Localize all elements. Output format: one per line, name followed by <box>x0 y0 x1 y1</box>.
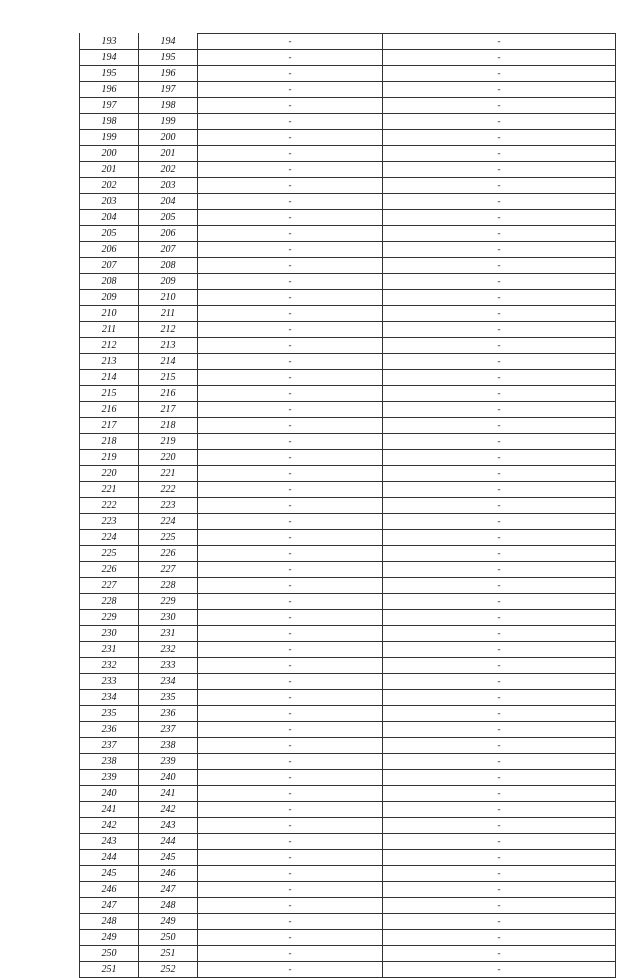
data-table <box>79 33 616 978</box>
table-row <box>80 354 616 370</box>
table-row <box>80 514 616 530</box>
cell-start: 234 <box>80 690 139 706</box>
cell-start: 213 <box>80 354 139 370</box>
cell-value-1: - <box>198 674 383 690</box>
cell-end: 250 <box>139 930 198 946</box>
cell-value-2: - <box>383 34 616 50</box>
cell-start: 239 <box>80 770 139 786</box>
cell-value-1: - <box>198 450 383 466</box>
cell-start: 208 <box>80 274 139 290</box>
cell-end: 218 <box>139 418 198 434</box>
cell-end: 201 <box>139 146 198 162</box>
cell-value-2: - <box>383 146 616 162</box>
cell-value-1: - <box>198 802 383 818</box>
cell-start: 228 <box>80 594 139 610</box>
cell-value-1: - <box>198 642 383 658</box>
cell-end: 207 <box>139 242 198 258</box>
cell-value-1: - <box>198 370 383 386</box>
cell-end: 219 <box>139 434 198 450</box>
cell-start: 216 <box>80 402 139 418</box>
cell-value-2: - <box>383 370 616 386</box>
cell-start: 227 <box>80 578 139 594</box>
cell-end: 233 <box>139 658 198 674</box>
cell-end: 230 <box>139 610 198 626</box>
cell-start: 226 <box>80 562 139 578</box>
cell-value-2: - <box>383 66 616 82</box>
cell-start: 207 <box>80 258 139 274</box>
cell-value-2: - <box>383 162 616 178</box>
cell-value-2: - <box>383 754 616 770</box>
cell-end: 196 <box>139 66 198 82</box>
cell-start: 194 <box>80 50 139 66</box>
cell-value-1: - <box>198 706 383 722</box>
cell-value-2: - <box>383 242 616 258</box>
cell-value-1: - <box>198 914 383 930</box>
cell-end: 234 <box>139 674 198 690</box>
cell-start: 220 <box>80 466 139 482</box>
cell-start: 241 <box>80 802 139 818</box>
cell-end: 209 <box>139 274 198 290</box>
table-row <box>80 386 616 402</box>
table-row <box>80 914 616 930</box>
cell-value-2: - <box>383 802 616 818</box>
cell-value-2: - <box>383 866 616 882</box>
table-row <box>80 34 616 50</box>
cell-end: 210 <box>139 290 198 306</box>
cell-value-2: - <box>383 594 616 610</box>
table-row <box>80 466 616 482</box>
table-row <box>80 834 616 850</box>
cell-start: 206 <box>80 242 139 258</box>
cell-start: 235 <box>80 706 139 722</box>
table-row <box>80 450 616 466</box>
table-row <box>80 882 616 898</box>
cell-end: 222 <box>139 482 198 498</box>
cell-start: 197 <box>80 98 139 114</box>
cell-value-2: - <box>383 498 616 514</box>
cell-start: 199 <box>80 130 139 146</box>
cell-value-1: - <box>198 226 383 242</box>
table-row <box>80 418 616 434</box>
cell-value-2: - <box>383 850 616 866</box>
cell-end: 211 <box>139 306 198 322</box>
cell-start: 230 <box>80 626 139 642</box>
table-row <box>80 962 616 978</box>
cell-value-1: - <box>198 898 383 914</box>
cell-start: 247 <box>80 898 139 914</box>
cell-start: 201 <box>80 162 139 178</box>
cell-start: 248 <box>80 914 139 930</box>
cell-end: 217 <box>139 402 198 418</box>
cell-start: 250 <box>80 946 139 962</box>
table-row <box>80 802 616 818</box>
cell-start: 242 <box>80 818 139 834</box>
cell-value-2: - <box>383 930 616 946</box>
cell-value-2: - <box>383 818 616 834</box>
cell-end: 245 <box>139 850 198 866</box>
cell-start: 195 <box>80 66 139 82</box>
cell-value-2: - <box>383 562 616 578</box>
cell-value-2: - <box>383 530 616 546</box>
cell-value-1: - <box>198 242 383 258</box>
cell-start: 224 <box>80 530 139 546</box>
cell-end: 198 <box>139 98 198 114</box>
cell-end: 236 <box>139 706 198 722</box>
cell-value-2: - <box>383 466 616 482</box>
cell-value-2: - <box>383 322 616 338</box>
cell-end: 226 <box>139 546 198 562</box>
table-row <box>80 210 616 226</box>
cell-start: 240 <box>80 786 139 802</box>
table-row <box>80 274 616 290</box>
table-row <box>80 786 616 802</box>
cell-value-2: - <box>383 482 616 498</box>
cell-value-2: - <box>383 770 616 786</box>
cell-value-2: - <box>383 98 616 114</box>
cell-start: 196 <box>80 82 139 98</box>
cell-value-1: - <box>198 82 383 98</box>
table-row <box>80 258 616 274</box>
cell-value-2: - <box>383 706 616 722</box>
cell-value-1: - <box>198 578 383 594</box>
cell-end: 251 <box>139 946 198 962</box>
cell-start: 221 <box>80 482 139 498</box>
table-row <box>80 434 616 450</box>
cell-value-1: - <box>198 386 383 402</box>
cell-value-1: - <box>198 482 383 498</box>
table-row <box>80 578 616 594</box>
cell-value-2: - <box>383 946 616 962</box>
cell-end: 247 <box>139 882 198 898</box>
cell-end: 238 <box>139 738 198 754</box>
cell-end: 197 <box>139 82 198 98</box>
cell-value-2: - <box>383 722 616 738</box>
cell-value-1: - <box>198 194 383 210</box>
cell-value-2: - <box>383 738 616 754</box>
cell-end: 208 <box>139 258 198 274</box>
cell-value-2: - <box>383 834 616 850</box>
cell-start: 222 <box>80 498 139 514</box>
cell-value-2: - <box>383 130 616 146</box>
cell-end: 252 <box>139 962 198 978</box>
cell-end: 241 <box>139 786 198 802</box>
table-row <box>80 866 616 882</box>
cell-start: 225 <box>80 546 139 562</box>
cell-value-1: - <box>198 850 383 866</box>
cell-end: 202 <box>139 162 198 178</box>
cell-end: 232 <box>139 642 198 658</box>
table-row <box>80 482 616 498</box>
cell-value-1: - <box>198 306 383 322</box>
cell-value-2: - <box>383 82 616 98</box>
cell-value-2: - <box>383 402 616 418</box>
table-row <box>80 754 616 770</box>
cell-end: 249 <box>139 914 198 930</box>
cell-start: 217 <box>80 418 139 434</box>
cell-value-1: - <box>198 130 383 146</box>
cell-end: 194 <box>139 34 198 50</box>
table-row <box>80 66 616 82</box>
cell-value-1: - <box>198 466 383 482</box>
cell-end: 200 <box>139 130 198 146</box>
cell-start: 231 <box>80 642 139 658</box>
cell-value-1: - <box>198 50 383 66</box>
cell-value-2: - <box>383 674 616 690</box>
table-row <box>80 50 616 66</box>
cell-value-1: - <box>198 98 383 114</box>
cell-end: 242 <box>139 802 198 818</box>
table-row <box>80 930 616 946</box>
cell-end: 225 <box>139 530 198 546</box>
cell-end: 206 <box>139 226 198 242</box>
cell-value-2: - <box>383 610 616 626</box>
cell-value-1: - <box>198 322 383 338</box>
cell-value-2: - <box>383 418 616 434</box>
cell-start: 251 <box>80 962 139 978</box>
cell-end: 227 <box>139 562 198 578</box>
cell-end: 246 <box>139 866 198 882</box>
table-row <box>80 194 616 210</box>
cell-start: 212 <box>80 338 139 354</box>
table-row <box>80 226 616 242</box>
cell-value-1: - <box>198 562 383 578</box>
cell-value-1: - <box>198 546 383 562</box>
cell-value-1: - <box>198 210 383 226</box>
cell-value-1: - <box>198 114 383 130</box>
table-row <box>80 130 616 146</box>
cell-value-2: - <box>383 354 616 370</box>
cell-start: 200 <box>80 146 139 162</box>
cell-end: 240 <box>139 770 198 786</box>
table-container <box>79 33 615 978</box>
cell-value-2: - <box>383 658 616 674</box>
cell-start: 249 <box>80 930 139 946</box>
cell-end: 229 <box>139 594 198 610</box>
table-row <box>80 898 616 914</box>
table-row <box>80 402 616 418</box>
cell-end: 243 <box>139 818 198 834</box>
table-row <box>80 594 616 610</box>
table-row <box>80 706 616 722</box>
table-row <box>80 370 616 386</box>
cell-start: 244 <box>80 850 139 866</box>
cell-value-2: - <box>383 194 616 210</box>
cell-end: 216 <box>139 386 198 402</box>
cell-value-2: - <box>383 546 616 562</box>
cell-end: 237 <box>139 722 198 738</box>
cell-value-2: - <box>383 450 616 466</box>
cell-end: 215 <box>139 370 198 386</box>
cell-value-1: - <box>198 882 383 898</box>
cell-end: 244 <box>139 834 198 850</box>
cell-value-2: - <box>383 338 616 354</box>
table-row <box>80 306 616 322</box>
cell-value-1: - <box>198 738 383 754</box>
cell-start: 223 <box>80 514 139 530</box>
cell-start: 215 <box>80 386 139 402</box>
table-row <box>80 850 616 866</box>
cell-value-1: - <box>198 258 383 274</box>
cell-end: 228 <box>139 578 198 594</box>
cell-value-1: - <box>198 946 383 962</box>
table-row <box>80 658 616 674</box>
cell-end: 195 <box>139 50 198 66</box>
cell-start: 204 <box>80 210 139 226</box>
cell-value-2: - <box>383 690 616 706</box>
cell-start: 211 <box>80 322 139 338</box>
table-row <box>80 722 616 738</box>
cell-value-2: - <box>383 578 616 594</box>
cell-start: 245 <box>80 866 139 882</box>
cell-start: 205 <box>80 226 139 242</box>
table-row <box>80 162 616 178</box>
cell-value-2: - <box>383 898 616 914</box>
cell-value-1: - <box>198 178 383 194</box>
cell-value-2: - <box>383 882 616 898</box>
cell-value-2: - <box>383 306 616 322</box>
table-row <box>80 738 616 754</box>
table-row <box>80 946 616 962</box>
table-row <box>80 498 616 514</box>
table-row <box>80 242 616 258</box>
cell-value-2: - <box>383 514 616 530</box>
cell-value-1: - <box>198 786 383 802</box>
cell-value-1: - <box>198 690 383 706</box>
cell-end: 199 <box>139 114 198 130</box>
cell-end: 224 <box>139 514 198 530</box>
cell-end: 239 <box>139 754 198 770</box>
cell-start: 219 <box>80 450 139 466</box>
cell-value-1: - <box>198 354 383 370</box>
cell-end: 231 <box>139 626 198 642</box>
table-body <box>80 34 616 978</box>
table-row <box>80 322 616 338</box>
cell-start: 193 <box>80 34 139 50</box>
cell-end: 220 <box>139 450 198 466</box>
table-row <box>80 610 616 626</box>
cell-start: 214 <box>80 370 139 386</box>
table-row <box>80 818 616 834</box>
cell-start: 203 <box>80 194 139 210</box>
cell-value-2: - <box>383 258 616 274</box>
cell-value-2: - <box>383 914 616 930</box>
cell-value-1: - <box>198 162 383 178</box>
cell-value-1: - <box>198 626 383 642</box>
cell-start: 238 <box>80 754 139 770</box>
cell-value-1: - <box>198 146 383 162</box>
cell-value-1: - <box>198 834 383 850</box>
table-row <box>80 338 616 354</box>
cell-value-2: - <box>383 386 616 402</box>
cell-value-2: - <box>383 178 616 194</box>
cell-start: 229 <box>80 610 139 626</box>
cell-value-1: - <box>198 418 383 434</box>
cell-start: 237 <box>80 738 139 754</box>
cell-start: 209 <box>80 290 139 306</box>
cell-value-1: - <box>198 530 383 546</box>
cell-value-1: - <box>198 290 383 306</box>
cell-value-1: - <box>198 66 383 82</box>
cell-value-1: - <box>198 274 383 290</box>
cell-end: 203 <box>139 178 198 194</box>
table-row <box>80 642 616 658</box>
cell-value-1: - <box>198 962 383 978</box>
cell-start: 218 <box>80 434 139 450</box>
cell-value-1: - <box>198 770 383 786</box>
cell-value-2: - <box>383 626 616 642</box>
table-row <box>80 82 616 98</box>
cell-value-1: - <box>198 34 383 50</box>
cell-value-2: - <box>383 210 616 226</box>
cell-end: 214 <box>139 354 198 370</box>
cell-value-2: - <box>383 786 616 802</box>
table-row <box>80 98 616 114</box>
cell-end: 235 <box>139 690 198 706</box>
cell-start: 210 <box>80 306 139 322</box>
cell-start: 236 <box>80 722 139 738</box>
cell-value-1: - <box>198 930 383 946</box>
table-row <box>80 146 616 162</box>
cell-value-1: - <box>198 514 383 530</box>
table-row <box>80 546 616 562</box>
cell-value-1: - <box>198 818 383 834</box>
cell-start: 233 <box>80 674 139 690</box>
cell-start: 202 <box>80 178 139 194</box>
cell-value-1: - <box>198 754 383 770</box>
cell-start: 243 <box>80 834 139 850</box>
cell-end: 212 <box>139 322 198 338</box>
cell-value-2: - <box>383 226 616 242</box>
table-row <box>80 290 616 306</box>
table-row <box>80 530 616 546</box>
cell-value-1: - <box>198 338 383 354</box>
cell-value-1: - <box>198 658 383 674</box>
cell-end: 223 <box>139 498 198 514</box>
cell-value-2: - <box>383 290 616 306</box>
cell-start: 232 <box>80 658 139 674</box>
table-row <box>80 114 616 130</box>
cell-value-2: - <box>383 642 616 658</box>
cell-start: 198 <box>80 114 139 130</box>
table-row <box>80 770 616 786</box>
cell-value-2: - <box>383 50 616 66</box>
cell-value-2: - <box>383 274 616 290</box>
cell-value-1: - <box>198 594 383 610</box>
cell-value-2: - <box>383 114 616 130</box>
table-row <box>80 562 616 578</box>
cell-value-2: - <box>383 962 616 978</box>
cell-value-1: - <box>198 498 383 514</box>
cell-end: 205 <box>139 210 198 226</box>
cell-value-2: - <box>383 434 616 450</box>
table-row <box>80 690 616 706</box>
cell-start: 246 <box>80 882 139 898</box>
cell-value-1: - <box>198 610 383 626</box>
cell-end: 213 <box>139 338 198 354</box>
cell-value-1: - <box>198 722 383 738</box>
cell-value-1: - <box>198 402 383 418</box>
cell-value-1: - <box>198 866 383 882</box>
table-row <box>80 178 616 194</box>
table-row <box>80 626 616 642</box>
cell-end: 204 <box>139 194 198 210</box>
cell-value-1: - <box>198 434 383 450</box>
table-row <box>80 674 616 690</box>
cell-end: 221 <box>139 466 198 482</box>
cell-end: 248 <box>139 898 198 914</box>
